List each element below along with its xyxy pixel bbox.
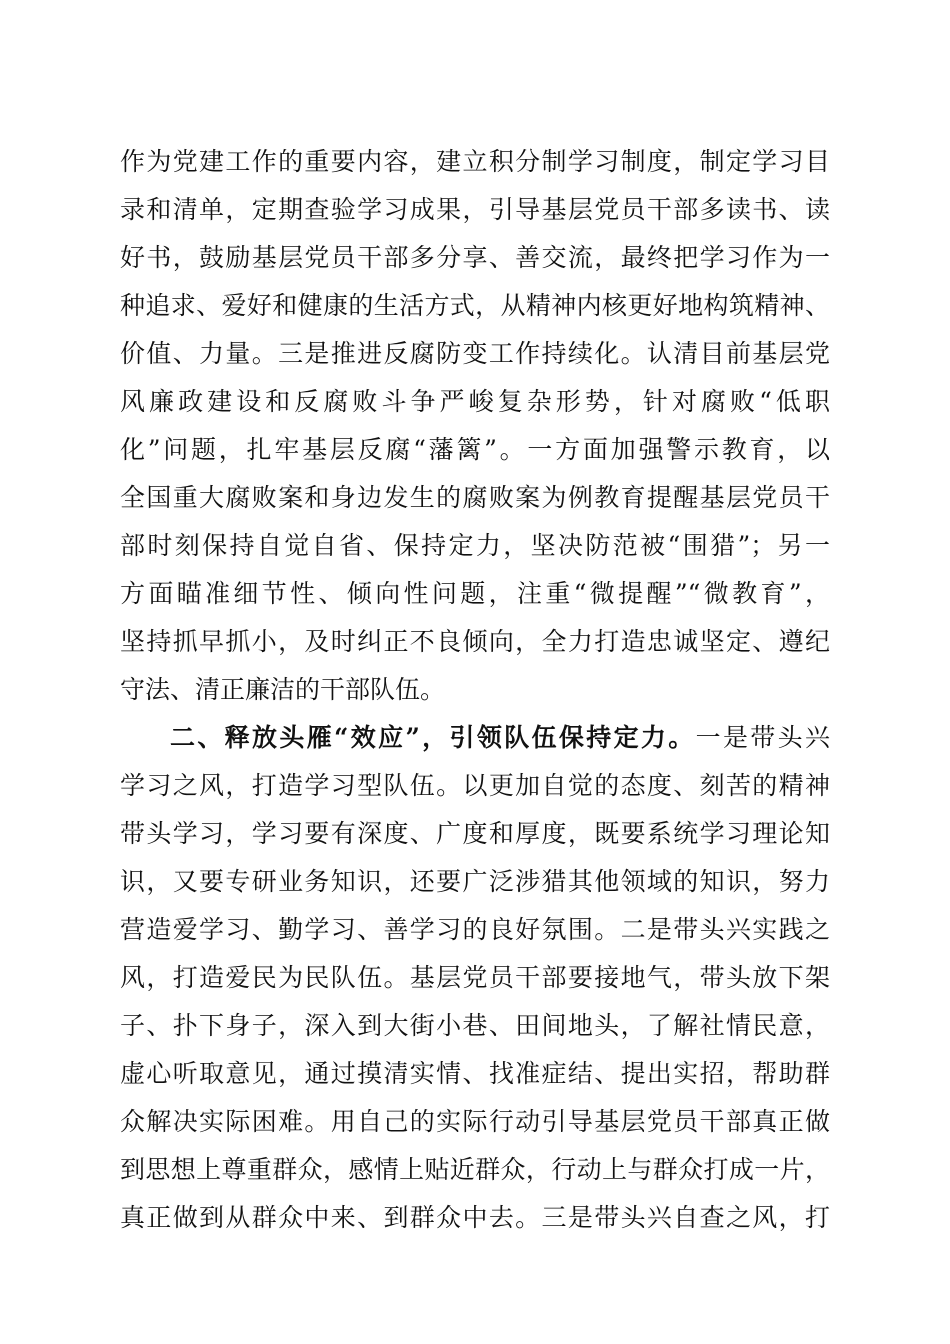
paragraph-line: 学习之风，打造学习型队伍。以更加自觉的态度、刻苦的精神	[120, 771, 830, 800]
section-heading-tail: 一是带头兴	[695, 723, 830, 752]
paragraph-line: 守法、清正廉洁的干部队伍。	[120, 675, 446, 704]
paragraph-line: 价值、力量。三是推进反腐防变工作持续化。认清目前基层党	[120, 339, 830, 368]
paragraph-line: 众解决实际困难。用自己的实际行动引导基层党员干部真正做	[120, 1107, 830, 1136]
paragraph-line: 录和清单，定期查验学习成果，引导基层党员干部多读书、读	[120, 195, 830, 224]
paragraph-line: 风，打造爱民为民队伍。基层党员干部要接地气，带头放下架	[120, 963, 830, 992]
paragraph-line: 子、扑下身子，深入到大街小巷、田间地头，了解社情民意，	[120, 1011, 830, 1040]
paragraph-line: 好书，鼓励基层党员干部多分享、善交流，最终把学习作为一	[120, 243, 830, 272]
paragraph-line: 坚持抓早抓小，及时纠正不良倾向，全力打造忠诚坚定、遵纪	[120, 627, 830, 656]
paragraph-line: 营造爱学习、勤学习、善学习的良好氛围。二是带头兴实践之	[120, 915, 830, 944]
paragraph-line: 种追求、爱好和健康的生活方式，从精神内核更好地构筑精神、	[120, 291, 830, 320]
paragraph-line: 虚心听取意见，通过摸清实情、找准症结、提出实招，帮助群	[120, 1059, 830, 1088]
paragraph-line: 带头学习，学习要有深度、广度和厚度，既要系统学习理论知	[120, 819, 830, 848]
paragraph-line: 真正做到从群众中来、到群众中去。三是带头兴自查之风，打	[120, 1203, 830, 1232]
paragraph-line: 方面瞄准细节性、倾向性问题，注重“微提醒”“微教育”，	[120, 579, 830, 608]
paragraph-line: 作为党建工作的重要内容，建立积分制学习制度，制定学习目	[120, 147, 830, 176]
section-heading: 二、释放头雁“效应”，引领队伍保持定力。	[170, 723, 696, 752]
paragraph-line: 全国重大腐败案和身边发生的腐败案为例教育提醒基层党员干	[120, 483, 830, 512]
paragraph-line: 到思想上尊重群众，感情上贴近群众，行动上与群众打成一片，	[120, 1155, 830, 1184]
paragraph-line: 识，又要专研业务知识，还要广泛涉猎其他领域的知识，努力	[120, 867, 830, 896]
section-heading-line	[170, 714, 830, 762]
paragraph-line: 风廉政建设和反腐败斗争严峻复杂形势，针对腐败“低职	[120, 387, 830, 416]
paragraph-line: 部时刻保持自觉自省、保持定力，坚决防范被“围猎”；另一	[120, 531, 830, 560]
paragraph-line: 化”问题，扎牢基层反腐“藩篱”。一方面加强警示教育，以	[120, 435, 830, 464]
